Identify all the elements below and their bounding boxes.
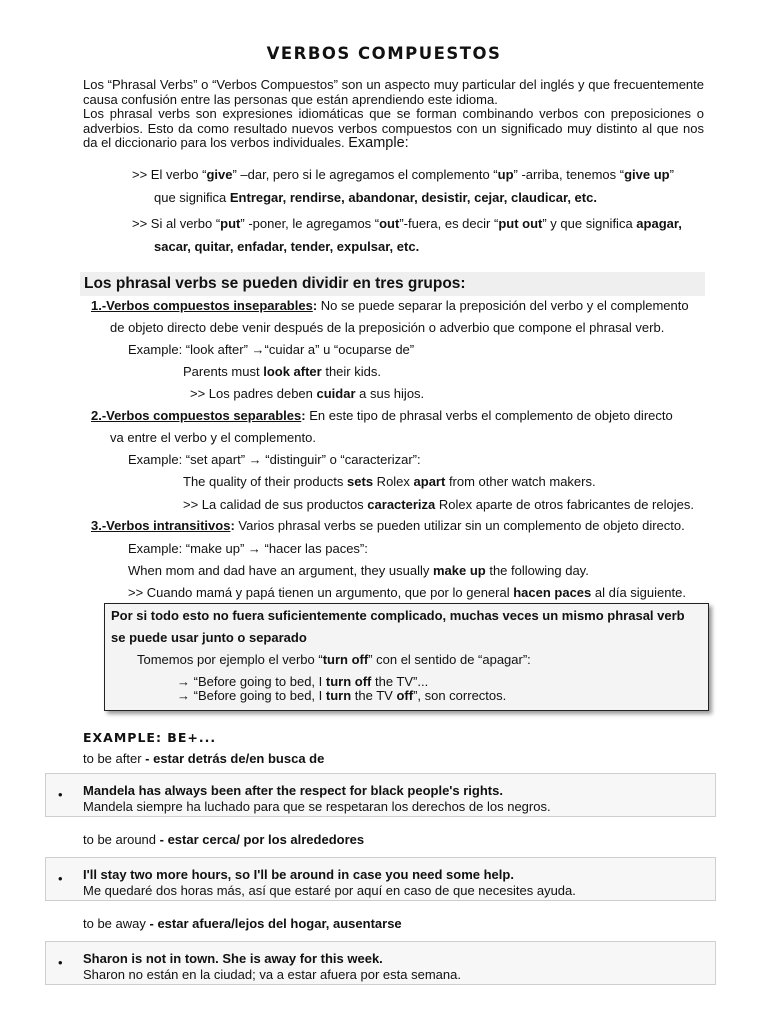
note-text: → “Before going to bed, I — [177, 674, 326, 689]
example-particle: up — [497, 167, 514, 182]
example-meaning: sacar, quitar, enfadar, tender, expulsar, etc. — [154, 239, 420, 254]
group-3-heading — [91, 518, 685, 534]
note-text: → “Before going to bed, I — [177, 688, 326, 703]
sentence-text: When mom and dad have an argument, they usually — [128, 563, 433, 578]
example-text: ” -arriba, tenemos “ — [513, 167, 625, 182]
group-description: Varios phrasal verbs se pueden utilizar sin un complemento de objeto directo. — [234, 518, 685, 533]
sentence-text: Parents must — [183, 364, 264, 379]
sentence-text: >> La calidad de sus productos — [183, 497, 368, 512]
group-1-heading — [91, 298, 689, 314]
definition-term: to be after — [83, 751, 146, 766]
group-3-sentence-en — [128, 563, 589, 579]
example-text: que significa — [154, 190, 230, 205]
sentence-text: al día siguiente. — [591, 585, 686, 600]
groups-heading: Los phrasal verbs se pueden dividir en tres grupos: — [80, 272, 705, 296]
group-1-sentence-en — [183, 364, 381, 380]
group-1-sentence-es — [190, 386, 424, 402]
note-line-2: se puede usar junto o separado — [111, 630, 307, 645]
group-description: En este tipo de phrasal verbs el complemento de objeto directo — [305, 408, 673, 423]
group-2-sentence-en — [183, 474, 596, 490]
note-phrasal-verb: turn off — [322, 652, 369, 667]
sentence-text: >> Cuando mamá y papá tienen un argumento, que por lo general — [128, 585, 514, 600]
example-text: >> Si al verbo “ — [132, 216, 221, 231]
example-verb: put — [220, 216, 241, 231]
sentence-phrasal-verb: look after — [263, 364, 322, 379]
group-1-description-cont: de objeto directo debe venir después de la preposición o adverbio que compone el phrasal verb. — [110, 320, 665, 335]
group-3-sentence-es — [128, 585, 686, 601]
example-box-be-after — [45, 773, 716, 817]
group-title: 3.-Verbos intransitivos — [91, 518, 231, 533]
note-text: the TV — [351, 688, 397, 703]
definition-term: to be away — [83, 916, 150, 931]
intro-text-2: Los phrasal verbs son expresiones idiomáticas que se forman combinando verbos con preposiciones o adverbios. Esto da como resultado nuevos verbos compuestos con un significado muy distinto al que nos da el diccionario para los verbos individuales. — [83, 106, 704, 150]
note-box — [104, 603, 709, 711]
note-verb: turn — [325, 688, 352, 703]
sentence-verb: caracteriza — [367, 497, 436, 512]
sentence-particle: apart — [413, 474, 446, 489]
sentence-text: >> Los padres deben — [190, 386, 317, 401]
sentence-verb: hacen paces — [513, 585, 592, 600]
example-be-heading: EXAMPLE: BE+... — [83, 730, 217, 745]
note-text: Tomemos por ejemplo el verbo “ — [137, 652, 323, 667]
note-particle: off — [396, 688, 414, 703]
bullet-icon: • — [58, 787, 63, 802]
sentence-text: the following day. — [485, 563, 589, 578]
definition-meaning: - estar afuera/lejos del hogar, ausentarse — [149, 916, 402, 931]
example-sentence-en: I'll stay two more hours, so I'll be around in case you need some help. — [83, 867, 514, 882]
group-3-example: Example: “make up” → “hacer las paces”: — [128, 541, 368, 556]
example-text: ” –dar, pero si le agregamos el complemento “ — [232, 167, 498, 182]
example-box-be-away — [45, 941, 716, 985]
example-sentence-es: Me quedaré dos horas más, así que estaré por aquí en caso de que necesites ayuda. — [83, 883, 576, 898]
example-particle: out — [379, 216, 400, 231]
example-meaning: Entregar, rendirse, abandonar, desistir, cejar, claudicar, etc. — [229, 190, 597, 205]
sentence-text: a sus hijos. — [355, 386, 425, 401]
note-example-2 — [177, 688, 506, 704]
intro-example-label: Example: — [348, 135, 409, 151]
group-title: 1.-Verbos compuestos inseparables — [91, 298, 313, 313]
example-phrasal-verb: give up — [624, 167, 670, 182]
example-box-be-around — [45, 857, 716, 901]
group-title: 2.-Verbos compuestos separables — [91, 408, 302, 423]
group-2-example: Example: “set apart” → “distinguir” o “caracterizar”: — [128, 452, 421, 467]
group-2-heading — [91, 408, 673, 424]
definition-term: to be around — [83, 832, 160, 847]
example-sentence-es: Sharon no están en la ciudad; va a estar afuera por esta semana. — [83, 967, 461, 982]
example-sentence-es: Mandela siempre ha luchado para que se respetaran los derechos de los negros. — [83, 799, 551, 814]
group-colon: : — [301, 408, 306, 423]
sentence-text: Rolex aparte de otros fabricantes de relojes. — [435, 497, 694, 512]
definition-be-away — [83, 916, 402, 932]
sentence-text: The quality of their products — [183, 474, 348, 489]
intro-text-1: Los “Phrasal Verbs” o “Verbos Compuestos” son un aspecto muy particular del inglés y que frecuentemente causa confusión entre las personas que están aprendiendo este idioma. — [83, 77, 704, 107]
sentence-text: Rolex — [373, 474, 414, 489]
example-text: >> El verbo “ — [132, 167, 207, 182]
definition-be-around — [83, 832, 364, 848]
note-text: ”, son correctos. — [413, 688, 507, 703]
note-line-1: Por si todo esto no fuera suficientemente complicado, muchas veces un mismo phrasal verb — [111, 608, 685, 623]
example-text: ” — [669, 167, 674, 182]
note-intro — [137, 652, 531, 668]
group-2-description-cont: va entre el verbo y el complemento. — [110, 430, 316, 445]
example-text: ” y que significa — [542, 216, 637, 231]
page-title: VERBOS COMPUESTOS — [266, 44, 502, 63]
note-text: the TV”... — [371, 674, 429, 689]
sentence-text: from other watch makers. — [445, 474, 596, 489]
note-text: ” con el sentido de “apagar”: — [368, 652, 531, 667]
group-colon: : — [230, 518, 235, 533]
sentence-text: their kids. — [321, 364, 381, 379]
example-phrasal-verb: put out — [498, 216, 543, 231]
example-sentence-en: Mandela has always been after the respect for black people's rights. — [83, 783, 503, 798]
definition-meaning: - estar detrás de/en busca de — [145, 751, 325, 766]
example-text: ” -poner, le agregamos “ — [240, 216, 380, 231]
bullet-icon: • — [58, 871, 63, 886]
sentence-phrasal-verb: make up — [432, 563, 486, 578]
example-sentence-en: Sharon is not in town. She is away for this week. — [83, 951, 383, 966]
group-2-sentence-es — [183, 497, 694, 513]
group-colon: : — [312, 298, 318, 313]
intro-example-give-up — [132, 163, 706, 209]
bullet-icon: • — [58, 955, 63, 970]
group-1-example: Example: “look after” →“cuidar a” u “ocuparse de” — [128, 342, 415, 357]
example-verb: give — [206, 167, 233, 182]
group-description: No se puede separar la preposición del verbo y el complemento — [317, 298, 689, 313]
definition-meaning: - estar cerca/ por los alrededores — [159, 832, 365, 847]
sentence-verb: sets — [347, 474, 374, 489]
intro-paragraph — [83, 78, 704, 151]
definition-be-after — [83, 751, 324, 767]
example-meaning: apagar, — [636, 216, 682, 231]
sentence-verb: cuidar — [316, 386, 356, 401]
example-text: ”-fuera, es decir “ — [399, 216, 499, 231]
note-phrasal-verb: turn off — [325, 674, 372, 689]
intro-example-put-out — [132, 212, 706, 258]
